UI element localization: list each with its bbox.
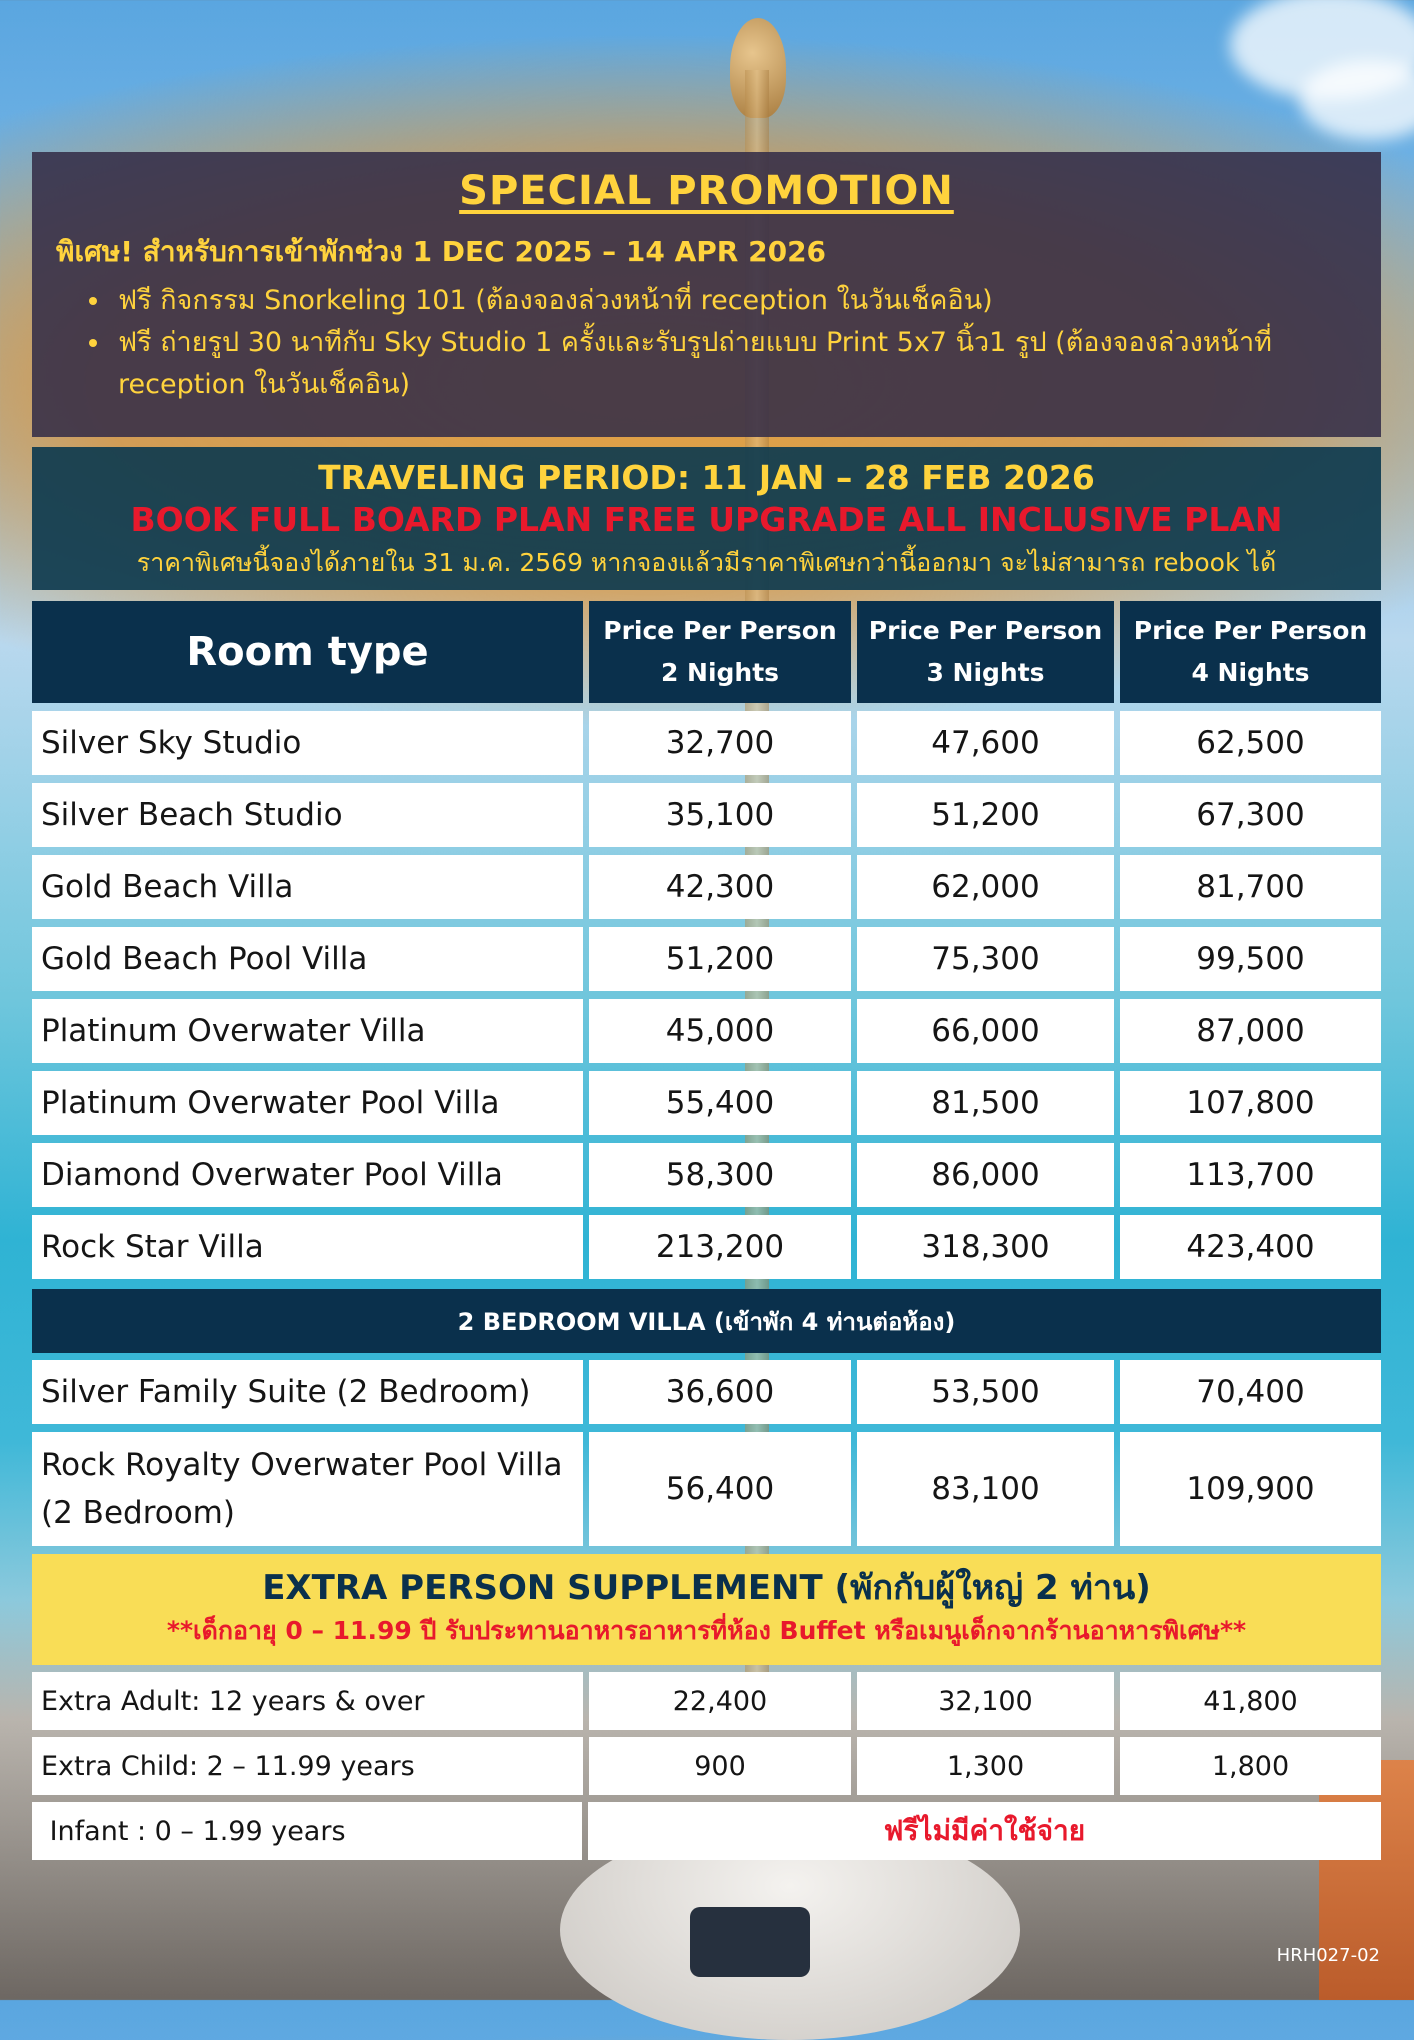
two-bedroom-section-header: 2 BEDROOM VILLA (เข้าพัก 4 ท่านต่อห้อง) — [32, 1289, 1381, 1353]
price-2-nights: 213,200 — [589, 1215, 851, 1279]
price-2-nights: 56,400 — [589, 1432, 851, 1546]
price-4-nights: 70,400 — [1120, 1360, 1381, 1424]
room-name-line: Rock Royalty Overwater Pool Villa — [41, 1447, 563, 1483]
price-3-nights: 62,000 — [857, 855, 1114, 919]
price-2-nights: 32,700 — [589, 711, 851, 775]
room-name: Silver Family Suite (2 Bedroom) — [32, 1360, 583, 1424]
header-line: 2 Nights — [660, 658, 780, 687]
booking-note: ราคาพิเศษนี้จองได้ภายใน 31 ม.ค. 2569 หากจองแล้วมีราคาพิเศษกว่านี้ออกมา จะไม่สามารถ rebook ได้ — [136, 548, 1277, 577]
table-row — [32, 1802, 1381, 1860]
price-3-nights: 83,100 — [857, 1432, 1114, 1546]
header-line: Price Per Person — [1133, 616, 1368, 645]
promotion-panel — [32, 152, 1381, 437]
price-4-nights: 81,700 — [1120, 855, 1381, 919]
room-name: Gold Beach Pool Villa — [32, 927, 583, 991]
header-line: 4 Nights — [1191, 658, 1310, 687]
table-header — [32, 601, 1381, 703]
price-3-nights: 318,300 — [857, 1215, 1114, 1279]
table-row — [32, 1143, 1381, 1207]
traveling-period-panel — [32, 447, 1381, 590]
price-3-nights: 1,300 — [857, 1737, 1114, 1795]
room-type-header: Room type — [32, 601, 583, 703]
infant-label: Infant : 0 – 1.99 years — [32, 1802, 582, 1860]
child-meal-note: **เด็กอายุ 0 – 11.99 ปี รับประทานอาหารอาหารที่ห้อง Buffet หรือเมนูเด็กจากร้านอาหารพิเศษ** — [166, 1616, 1247, 1645]
table-row — [32, 999, 1381, 1063]
price-4-nights: 423,400 — [1120, 1215, 1381, 1279]
price-3-nights: 32,100 — [857, 1672, 1114, 1730]
promotion-item: • ฟรี กิจกรรม Snorkeling 101 (ต้องจองล่วงหน้าที่ reception ในวันเช็คอิน) — [112, 280, 1357, 322]
table-row — [32, 1071, 1381, 1135]
tray-decoration — [690, 1907, 810, 1977]
price-2-nights: 51,200 — [589, 927, 851, 991]
extra-person-label: Extra Child: 2 – 11.99 years — [32, 1737, 583, 1795]
room-name: Rock Star Villa — [32, 1215, 583, 1279]
traveling-period: TRAVELING PERIOD: 11 JAN – 28 FEB 2026 — [318, 458, 1095, 497]
price-4-nights: 113,700 — [1120, 1143, 1381, 1207]
price-2-nights: 22,400 — [589, 1672, 851, 1730]
infant-free-value: ฟรีไม่มีค่าใช้จ่าย — [588, 1802, 1381, 1860]
price-3-nights: 53,500 — [857, 1360, 1114, 1424]
price-4-nights: 87,000 — [1120, 999, 1381, 1063]
price-2-nights: 55,400 — [589, 1071, 851, 1135]
price-2-nights: 42,300 — [589, 855, 851, 919]
table-row — [32, 1360, 1381, 1424]
promotion-item: • ฟรี ถ่ายรูป 30 นาทีกับ Sky Studio 1 ครั้งและรับรูปถ่ายแบบ Print 5x7 นิ้ว1 รูป (ต้องจองล่วงหน้าที่ reception ในวันเช็คอิน) — [112, 322, 1357, 406]
room-name: Platinum Overwater Villa — [32, 999, 583, 1063]
price-4-nights: 62,500 — [1120, 711, 1381, 775]
extra-person-title: EXTRA PERSON SUPPLEMENT (พักกับผู้ใหญ่ 2 ท่าน) — [262, 1568, 1151, 1608]
price-3-nights: 51,200 — [857, 783, 1114, 847]
table-row — [32, 927, 1381, 991]
price-4-nights: 99,500 — [1120, 927, 1381, 991]
price-3-nights-header — [857, 601, 1114, 703]
room-name: Platinum Overwater Pool Villa — [32, 1071, 583, 1135]
price-3-nights: 47,600 — [857, 711, 1114, 775]
room-name — [32, 1432, 583, 1546]
price-3-nights: 66,000 — [857, 999, 1114, 1063]
room-name: Gold Beach Villa — [32, 855, 583, 919]
price-2-nights: 900 — [589, 1737, 851, 1795]
extra-person-label: Extra Adult: 12 years & over — [32, 1672, 583, 1730]
price-2-nights: 45,000 — [589, 999, 851, 1063]
price-4-nights: 1,800 — [1120, 1737, 1381, 1795]
price-2-nights: 58,300 — [589, 1143, 851, 1207]
promotion-list — [56, 280, 1357, 406]
room-name: Diamond Overwater Pool Villa — [32, 1143, 583, 1207]
table-row — [32, 855, 1381, 919]
price-2-nights-header — [589, 601, 851, 703]
table-row — [32, 1737, 1381, 1795]
price-3-nights: 75,300 — [857, 927, 1114, 991]
header-line: Price Per Person — [603, 616, 837, 645]
room-name: Silver Beach Studio — [32, 783, 583, 847]
promotion-heading: พิเศษ! สำหรับการเข้าพักช่วง 1 DEC 2025 – 14 APR 2026 — [56, 235, 827, 268]
table-row — [32, 711, 1381, 775]
price-3-nights: 81,500 — [857, 1071, 1114, 1135]
table-row — [32, 1215, 1381, 1279]
table-row — [32, 1672, 1381, 1730]
promotion-title: SPECIAL PROMOTION — [459, 168, 954, 214]
price-4-nights: 41,800 — [1120, 1672, 1381, 1730]
upgrade-offer: BOOK FULL BOARD PLAN FREE UPGRADE ALL INCLUSIVE PLAN — [130, 500, 1283, 539]
extra-person-panel — [32, 1554, 1381, 1665]
price-4-nights: 109,900 — [1120, 1432, 1381, 1546]
document-code: HRH027-02 — [1276, 1945, 1380, 1966]
price-3-nights: 86,000 — [857, 1143, 1114, 1207]
table-row — [32, 1432, 1381, 1546]
price-2-nights: 36,600 — [589, 1360, 851, 1424]
header-line: 3 Nights — [926, 658, 1045, 687]
header-line: Price Per Person — [868, 616, 1103, 645]
price-4-nights-header — [1120, 601, 1381, 703]
table-row — [32, 783, 1381, 847]
room-name-line: (2 Bedroom) — [41, 1495, 235, 1531]
price-2-nights: 35,100 — [589, 783, 851, 847]
price-4-nights: 67,300 — [1120, 783, 1381, 847]
price-4-nights: 107,800 — [1120, 1071, 1381, 1135]
room-name: Silver Sky Studio — [32, 711, 583, 775]
